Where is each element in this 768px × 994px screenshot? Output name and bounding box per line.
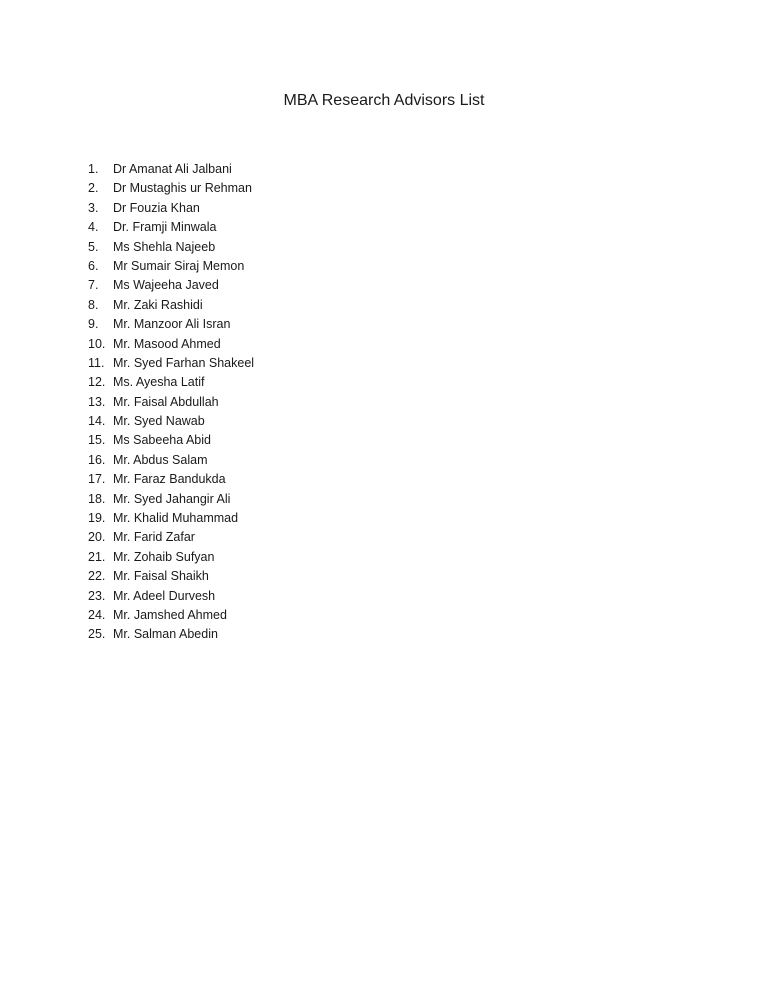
advisor-number: 24. bbox=[88, 607, 106, 622]
advisor-list-item bbox=[88, 276, 254, 295]
advisor-name: Mr. Zohaib Sufyan bbox=[113, 549, 215, 564]
advisor-name: Ms Shehla Najeeb bbox=[113, 239, 216, 254]
advisor-name: Mr. Zaki Rashidi bbox=[113, 297, 203, 312]
advisor-name: Ms Sabeeha Abid bbox=[113, 433, 211, 448]
advisor-name: Mr. Jamshed Ahmed bbox=[113, 607, 227, 622]
advisor-name: Mr. Abdus Salam bbox=[113, 452, 208, 467]
advisor-list-item bbox=[88, 490, 254, 509]
advisor-number: 2. bbox=[88, 181, 99, 196]
advisor-number: 7. bbox=[88, 278, 99, 293]
advisor-name: Mr. Adeel Durvesh bbox=[113, 588, 216, 603]
advisor-number: 19. bbox=[88, 511, 106, 526]
advisor-list-item bbox=[88, 179, 254, 198]
advisor-number: 8. bbox=[88, 297, 99, 312]
advisor-list-item bbox=[88, 354, 254, 373]
advisor-number: 20. bbox=[88, 530, 106, 545]
advisor-name: Mr. Manzoor Ali Isran bbox=[113, 317, 231, 332]
advisor-name: Dr Fouzia Khan bbox=[113, 200, 200, 215]
advisor-list-item bbox=[88, 218, 254, 237]
advisor-list-item bbox=[88, 567, 254, 586]
advisor-number: 15. bbox=[88, 433, 106, 448]
advisor-list-item bbox=[88, 335, 254, 354]
advisor-number: 16. bbox=[88, 452, 106, 467]
advisor-name: Mr. Faisal Abdullah bbox=[113, 394, 219, 409]
advisor-list-item bbox=[88, 548, 254, 567]
advisor-number: 4. bbox=[88, 220, 99, 235]
advisor-number: 14. bbox=[88, 414, 106, 429]
advisor-name: Ms Wajeeha Javed bbox=[113, 278, 219, 293]
advisor-list-item bbox=[88, 509, 254, 528]
advisor-list-item bbox=[88, 431, 254, 450]
advisor-number: 17. bbox=[88, 472, 106, 487]
advisor-list-item bbox=[88, 587, 254, 606]
advisor-number: 11. bbox=[88, 355, 105, 370]
advisor-name: Ms. Ayesha Latif bbox=[113, 375, 205, 390]
advisor-list-item bbox=[88, 412, 254, 431]
advisor-list-item bbox=[88, 315, 254, 334]
advisor-list bbox=[88, 160, 254, 645]
advisor-number: 1. bbox=[88, 162, 99, 176]
advisor-name: Dr Mustaghis ur Rehman bbox=[113, 181, 252, 196]
advisor-list-item bbox=[88, 625, 254, 644]
advisor-list-item bbox=[88, 528, 254, 547]
advisor-list-item bbox=[88, 296, 254, 315]
advisor-name: Mr. Masood Ahmed bbox=[113, 336, 221, 351]
advisor-number: 18. bbox=[88, 491, 106, 506]
advisor-number: 22. bbox=[88, 569, 106, 584]
advisor-number: 12. bbox=[88, 375, 106, 390]
advisor-list-item bbox=[88, 199, 254, 218]
advisor-list-item bbox=[88, 160, 254, 179]
advisor-number: 13. bbox=[88, 394, 106, 409]
advisor-list-item bbox=[88, 373, 254, 392]
advisor-number: 3. bbox=[88, 200, 99, 215]
advisor-list-item bbox=[88, 451, 254, 470]
advisor-list-item bbox=[88, 257, 254, 276]
advisor-name: Mr Sumair Siraj Memon bbox=[113, 258, 245, 273]
advisor-name: Mr. Faisal Shaikh bbox=[113, 569, 209, 584]
document-title: MBA Research Advisors List bbox=[283, 92, 485, 109]
advisor-name: Mr. Faraz Bandukda bbox=[113, 472, 226, 487]
advisor-name: Mr. Syed Jahangir Ali bbox=[113, 491, 231, 506]
advisor-list-item bbox=[88, 470, 254, 489]
advisor-number: 23. bbox=[88, 588, 106, 603]
advisor-name: Mr. Khalid Muhammad bbox=[113, 511, 239, 526]
advisor-number: 5. bbox=[88, 239, 99, 254]
advisor-number: 25. bbox=[88, 627, 106, 642]
advisor-name: Dr. Framji Minwala bbox=[113, 220, 217, 235]
advisor-list-item bbox=[88, 393, 254, 412]
advisor-number: 6. bbox=[88, 258, 99, 273]
advisor-name: Mr. Syed Nawab bbox=[113, 414, 205, 429]
advisor-name: Mr. Farid Zafar bbox=[113, 530, 195, 545]
advisor-list-item bbox=[88, 238, 254, 257]
advisor-list-item bbox=[88, 606, 254, 625]
advisor-number: 9. bbox=[88, 317, 99, 332]
advisor-name: Mr. Syed Farhan Shakeel bbox=[113, 355, 255, 370]
advisor-number: 10. bbox=[88, 336, 106, 351]
advisor-name: Mr. Salman Abedin bbox=[113, 627, 218, 642]
advisor-name: Dr Amanat Ali Jalbani bbox=[113, 162, 232, 176]
advisor-number: 21. bbox=[88, 549, 106, 564]
